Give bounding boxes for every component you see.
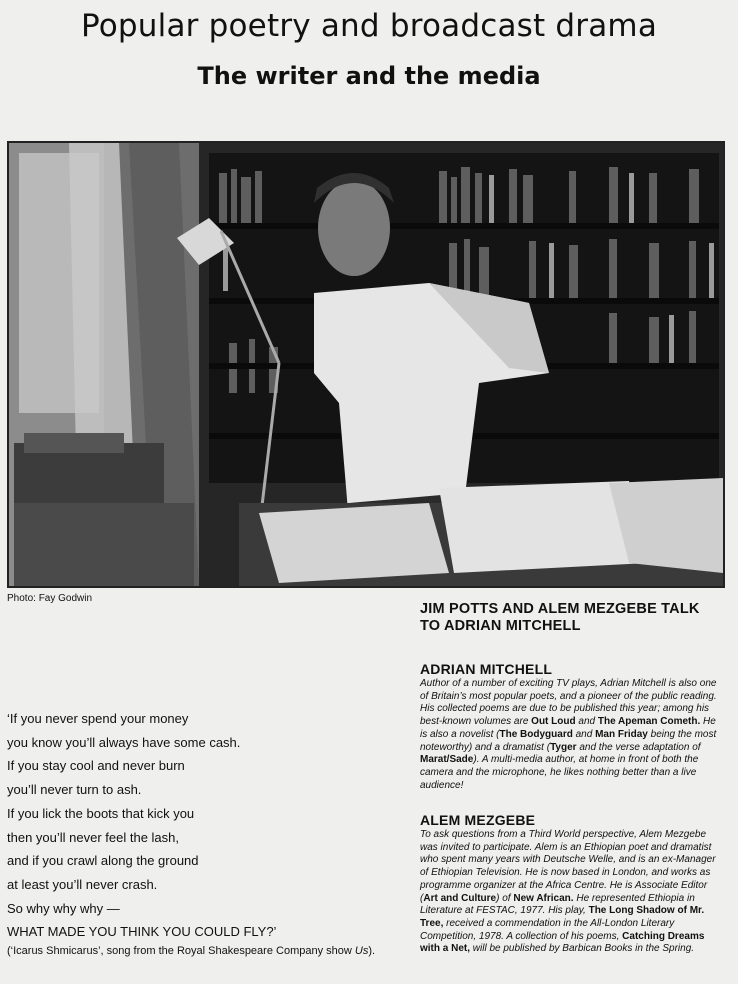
photo-credit: Photo: Fay Godwin [7,593,93,604]
bio-alem-mezgebe [420,812,725,956]
poem-line: you know you’ll always have some cash. [7,734,241,750]
poem-line: If you stay cool and never burn [7,758,185,774]
poem-line: So why why why — [7,900,120,916]
poem-line: and if you crawl along the ground [7,853,199,869]
poem-line: then you’ll never feel the lash, [7,829,179,845]
poem-source-show: Us [354,945,369,957]
bio-name: ADRIAN MITCHELL [420,661,553,677]
poem-line: you’ll never turn to ash. [7,782,142,798]
poem-line: at least you’ll never crash. [7,876,158,892]
poem-excerpt [7,707,407,944]
bio-text: To ask questions from a Third World perspective, Alem Mezgebe was invited to participate. Alem is an Ethiopian poet and dramatist who spent many years with Deutsche Welle, and is an ex-Manager of Ethiopian Television. He is now based in London, and works as programme organizer at the Africa Centre. He is Associate Editor (Art and Culture) of New African. He represented Ethiopia in Literature at FESTAC, 1977. His play, The Long Shadow of Mr. Tree, received a commendation in the All-London Literary Competition, 1978. A collection of his poems, Catching Dreams with a Net, will be published by Barbican Books in the Spring. [420,829,716,955]
photo-illustration [9,143,723,586]
poem-line: ‘If you never spend your money [7,711,189,726]
poem-source-suffix: ). [368,945,376,957]
bio-text: Author of a number of exciting TV plays, Adrian Mitchell is also one of Britain’s most popular poets, and a pioneer of the public reading. His collected poems are due to be published this year; among his best-known volumes are Out Loud and The Apeman Cometh. He is also a novelist (The Bodyguard and Man Friday being the most noteworthy) and a dramatist (Tyger and the verse adaptation of Marat/Sade). A multi-media author, at home in front of both the camera and the microphone, he likes nothing better than a live audience! [420,678,717,791]
portrait-photo [7,141,725,588]
poem-line: If you lick the boots that kick you [7,805,195,821]
bio-name: ALEM MEZGEBE [420,812,536,828]
poem-line: WHAT MADE YOU THINK YOU COULD FLY?’ [7,924,277,940]
poem-source [7,945,377,959]
poem-source-prefix: (‘Icarus Shmicarus’, song from the Royal Shakespeare Company show [7,945,355,957]
bio-adrian-mitchell [420,661,725,792]
page-subtitle: The writer and the media [197,62,541,90]
interview-heading: JIM POTTS AND ALEM MEZGEBE TALK TO ADRIAN MITCHELL [420,601,700,634]
page-title: Popular poetry and broadcast drama [80,8,658,44]
